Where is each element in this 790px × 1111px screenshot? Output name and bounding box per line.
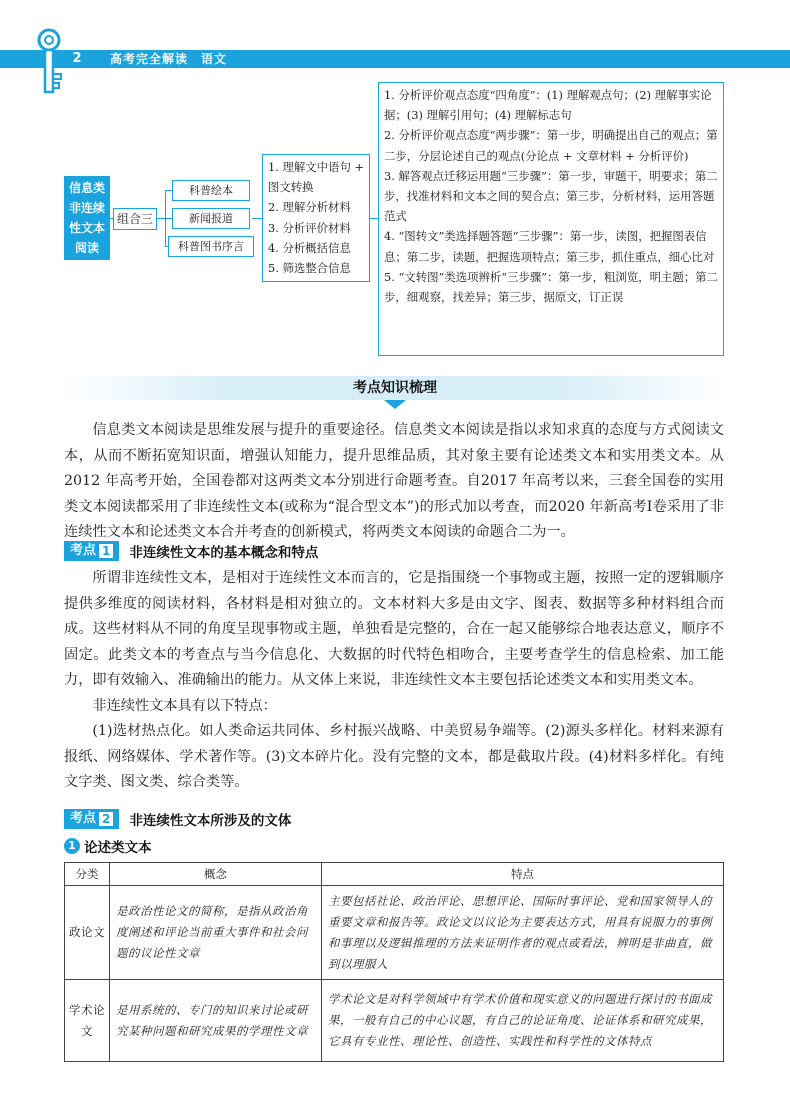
- branch-item: 科普图书序言: [168, 236, 254, 257]
- kaodian-2-heading: [64, 808, 291, 830]
- subsection-heading: [64, 836, 152, 856]
- kaodian-1-body: 所谓非连续性文本，是相对于连续性文本而言的，它是指围绕一个事物或主题，按照一定的逻辑顺序提供多维度的阅读材料，各材料是相对独立的。文本材料大多是由文字、图表、数据等多种材料组合而成。这些材料从不同的角度呈现事物或主题，单独看是完整的，合在一起又能够综合地表达意义，顺序不固定。此类文本的考查点与当今信息化、大数据的时代特色相吻合，主要考查学生的信息检索、加工能力，即有效输入、准确输出的能力。从文体上来说，非连续性文本主要包括论述类文本和实用类文本。 非连续性文本具有以下特点： (1)选材热点化。如人类命运共同体、乡村振兴战略、中美贸易争端等。(2)源头多样化。材料来源有报纸、网络媒体、学术著作等。(3)文本碎片化。没有完整的文本，都是截取片段。(4)材料多样化。有纯文字类、图文类、综合类等。: [64, 570, 724, 790]
- section-title: 考点知识梳理: [353, 380, 437, 396]
- connector: [165, 218, 172, 219]
- table-cell-feature: 学术论文是对科学领域中有学术价值和现实意义的问题进行探讨的书面成果，一般有自己的中心议题，有自己的论证角度、论证体系和研究成果，它具有专业性、理论性、创造性、实践性和科学性的文体特点: [322, 980, 724, 1062]
- diagram-group: 组合三: [113, 208, 157, 230]
- table-header-cell: 概念: [110, 863, 322, 886]
- methods-box: [378, 82, 724, 356]
- skill-item: 4. 分析概括信息: [268, 240, 351, 255]
- table-row: [65, 886, 724, 980]
- method-item: 4. “图转文”类选择题答题“三步骤”：第一步，读图，把握图表信息；第二步，读题，把握选项特点；第三步，抓住重点，细心比对: [384, 229, 715, 264]
- branch-item: 科普绘本: [172, 180, 250, 201]
- kaodian-tag: 考点 1: [64, 541, 119, 561]
- skill-item: 5. 筛选整合信息: [268, 261, 351, 276]
- branch-item: 新闻报道: [172, 208, 250, 229]
- intro-paragraph: 信息类文本阅读是思维发展与提升的重要途径。信息类文本阅读是指以求知求真的态度与方式阅读文本，从而不断拓宽知识面，增强认知能力，提升思维品质，其对象主要有论述类文本和实用类文本。从2012 年高考开始，全国卷都对这两类文本分别进行命题考查。自2017 年高考以来，三套全国卷的实用类文本阅读都采用了非连续性文本(或称为“混合型文本”)的形式加以考查，而2020 年新高考Ⅰ卷采用了非连续性文本和论述类文本合并考查的创新模式，将两类文本阅读的命题合二为一。: [64, 422, 724, 540]
- skills-box: [262, 154, 370, 282]
- kaodian-number: 2: [99, 812, 113, 826]
- table-cell-type: 政论文: [65, 886, 110, 980]
- key-icon: [28, 28, 70, 98]
- connector: [370, 218, 378, 219]
- genre-table: [64, 862, 724, 1062]
- kaodian-tag: 考点 2: [64, 809, 119, 829]
- table-cell-feature: 主要包括社论、政治评论、思想评论、国际时事评论、党和国家领导人的重要文章和报告等。政论文以议论为主要表达方式，用具有说服力的事例和事理以及逻辑推理的方法来证明作者的观点或看法，辨明是非曲直，做到以理服人: [322, 886, 724, 980]
- method-item: 1. 分析评价观点态度“四角度”：(1) 理解观点句；(2) 理解事实论据；(3) 理解引用句；(4) 理解标志句: [384, 88, 712, 123]
- subsection-number: 1: [64, 838, 80, 854]
- table-row: [65, 980, 724, 1062]
- book-title: 高考完全解读 语文: [110, 52, 228, 66]
- section-arrow-icon: [384, 400, 406, 409]
- connector: [157, 218, 165, 219]
- kaodian-title: 非连续性文本的基本概念和特点: [129, 545, 319, 561]
- subsection-title: 论述类文本: [84, 840, 152, 856]
- skill-item: 3. 分析评价材料: [268, 220, 351, 235]
- table-cell-concept: 是政治性论文的简称，是指从政治角度阐述和评论当前重大事件和社会问题的议论性文章: [110, 886, 322, 980]
- table-cell-type: 学术论文: [65, 980, 110, 1062]
- diagram-root: 信息类非连续性文本阅读: [64, 176, 110, 260]
- method-item: 3. 解答观点迁移运用题“三步骤”：第一步，审题干，明要求；第二步，找准材料和文本之间的契合点；第三步，分析材料，运用答题范式: [384, 168, 718, 224]
- table-header-row: [65, 863, 724, 886]
- skill-item: 2. 理解分析材料: [268, 200, 351, 215]
- table-header-cell: 分类: [65, 863, 110, 886]
- table-cell-concept: 是用系统的、专门的知识来讨论或研究某种问题和研究成果的学理性文章: [110, 980, 322, 1062]
- kaodian-number: 1: [99, 544, 113, 558]
- method-item: 2. 分析评价观点态度“两步骤”：第一步，明确提出自己的观点；第二步，分层论述自己的观点(分论点 + 文章材料 + 分析评价): [384, 128, 718, 163]
- connector: [252, 218, 262, 219]
- page-number: 2: [72, 51, 82, 66]
- kaodian-title: 非连续性文本所涉及的文体: [129, 813, 292, 829]
- connector: [165, 190, 172, 191]
- method-item: 5. “文转图”类选项辨析“三步骤”：第一步，粗浏览，明主题；第二步，细观察，找差异；第三步，据原文，订正误: [384, 269, 718, 305]
- kaodian-1-heading: [64, 540, 318, 562]
- skill-item: 1. 理解文中语句 + 图文转换: [268, 160, 364, 195]
- table-header-cell: 特点: [322, 863, 724, 886]
